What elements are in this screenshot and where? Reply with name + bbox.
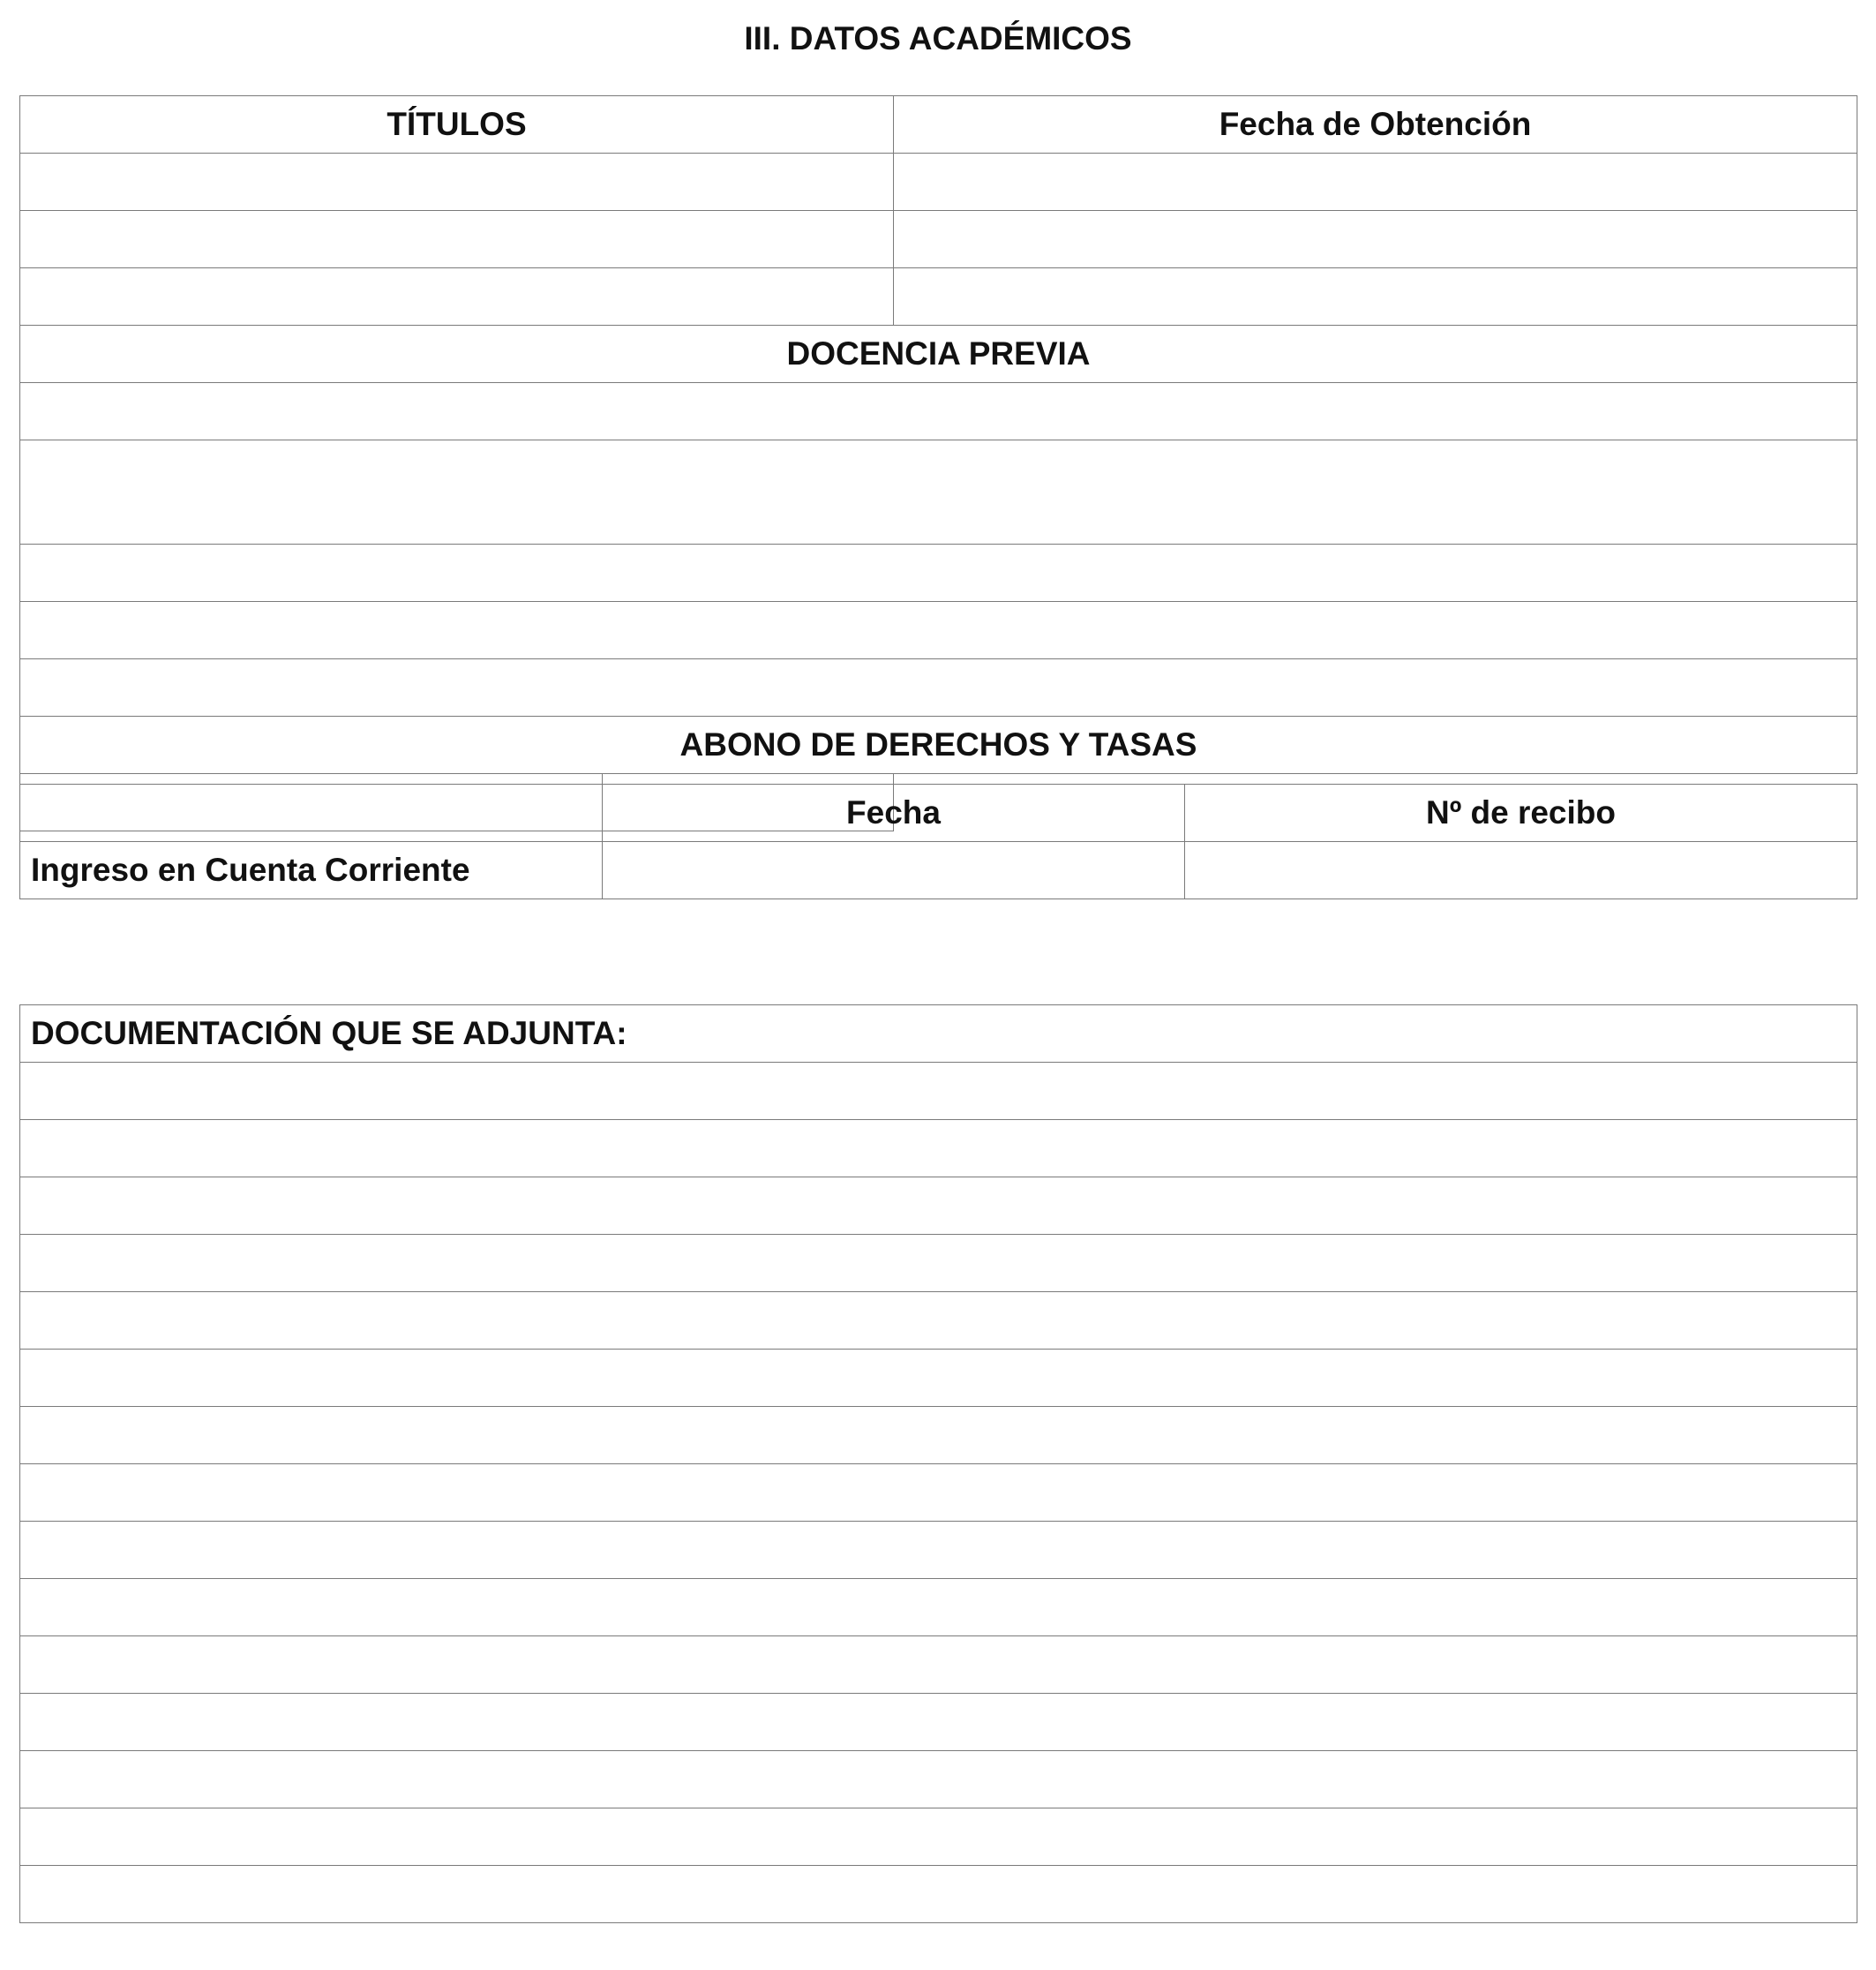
abono-header: ABONO DE DERECHOS Y TASAS (20, 717, 1857, 774)
fecha-obtencion-field-3[interactable] (894, 268, 1857, 326)
ingreso-recibo-field[interactable] (1185, 842, 1857, 899)
documentation-line[interactable] (20, 1235, 1857, 1292)
academic-data-table (19, 95, 1857, 831)
documentation-line[interactable] (20, 1464, 1857, 1522)
documentation-line[interactable] (20, 1579, 1857, 1636)
fecha-header: Fecha (603, 785, 1185, 842)
documentation-line[interactable] (20, 1407, 1857, 1464)
docencia-field-3[interactable] (20, 545, 1857, 602)
ingreso-fecha-field[interactable] (603, 842, 1185, 899)
documentation-line[interactable] (20, 1866, 1857, 1923)
section-title: III. DATOS ACADÉMICOS (744, 20, 1132, 56)
documentation-line[interactable] (20, 1177, 1857, 1235)
documentation-line[interactable] (20, 1120, 1857, 1177)
titulos-header: TÍTULOS (20, 96, 894, 154)
recibo-header: Nº de recibo (1185, 785, 1857, 842)
ingreso-label: Ingreso en Cuenta Corriente (20, 842, 603, 899)
abono-table (19, 784, 1857, 899)
documentation-line[interactable] (20, 1292, 1857, 1350)
titulo-field-1[interactable] (20, 154, 894, 211)
documentation-line[interactable] (20, 1694, 1857, 1751)
fecha-obtencion-header: Fecha de Obtención (894, 96, 1857, 154)
documentation-line[interactable] (20, 1522, 1857, 1579)
documentation-line[interactable] (20, 1636, 1857, 1694)
titulo-field-3[interactable] (20, 268, 894, 326)
docencia-field-4[interactable] (20, 602, 1857, 659)
abono-blank-header (20, 785, 603, 842)
documentation-line[interactable] (20, 1063, 1857, 1120)
fecha-obtencion-field-1[interactable] (894, 154, 1857, 211)
documentation-header: DOCUMENTACIÓN QUE SE ADJUNTA: (20, 1005, 1857, 1063)
docencia-field-2[interactable] (20, 440, 1857, 545)
docencia-previa-header: DOCENCIA PREVIA (20, 326, 1857, 383)
documentation-line[interactable] (20, 1350, 1857, 1407)
documentation-line[interactable] (20, 1808, 1857, 1866)
fecha-obtencion-field-2[interactable] (894, 211, 1857, 268)
docencia-field-1[interactable] (20, 383, 1857, 440)
documentation-line[interactable] (20, 1751, 1857, 1808)
docencia-field-5[interactable] (20, 659, 1857, 717)
titulo-field-2[interactable] (20, 211, 894, 268)
documentation-table (19, 1004, 1857, 1923)
